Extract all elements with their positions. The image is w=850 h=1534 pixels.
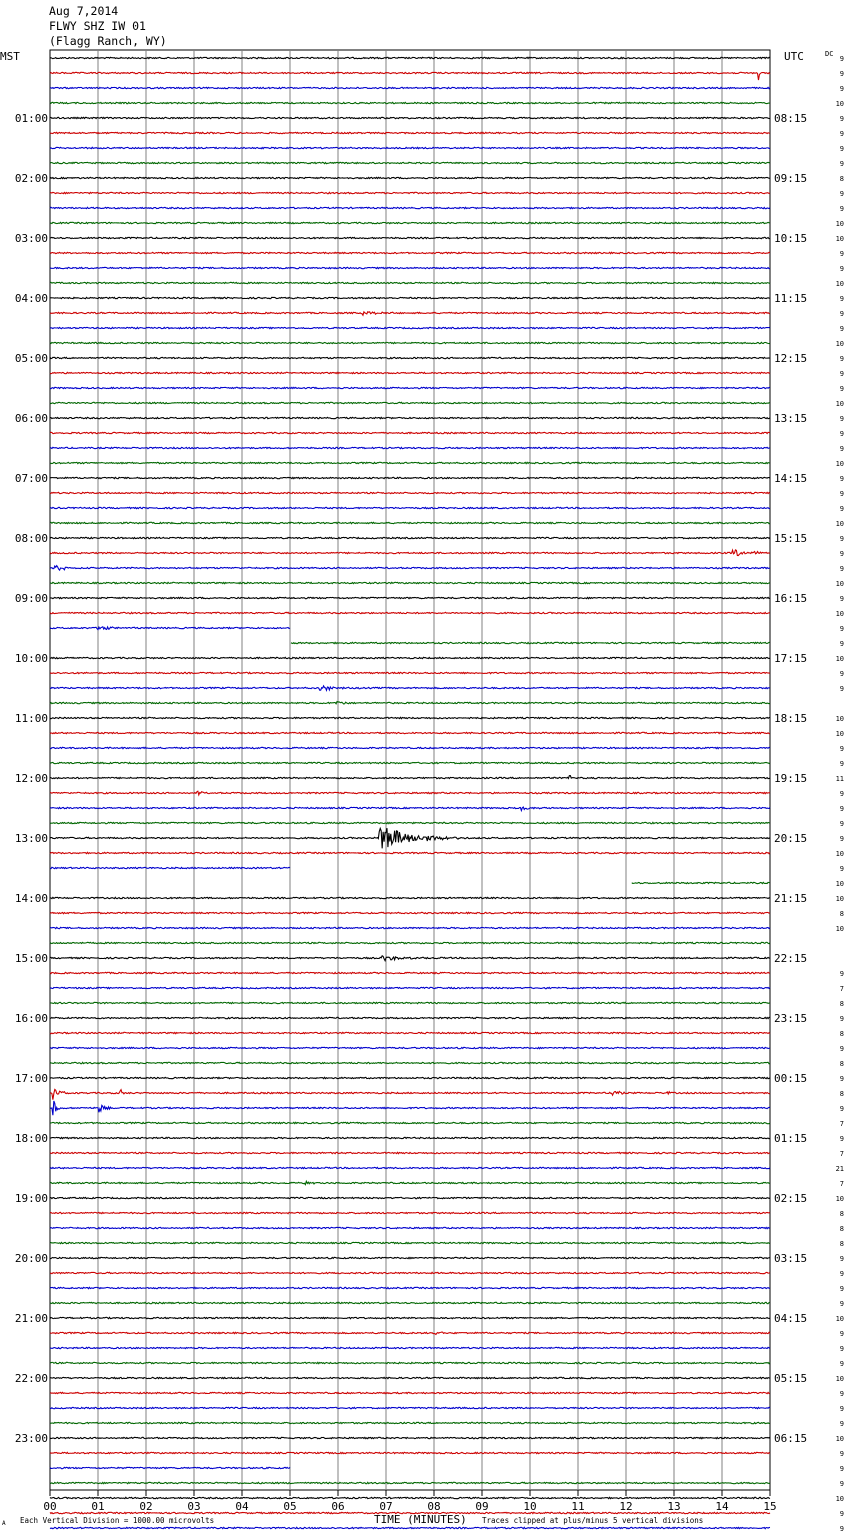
- trace-line: [50, 327, 770, 328]
- dc-offset-value: 9: [839, 970, 844, 978]
- trace-line: [50, 597, 770, 598]
- dc-offset-value: 9: [839, 820, 844, 828]
- mst-hour-label: 20:00: [14, 1252, 48, 1265]
- dc-offset-value: 9: [839, 670, 844, 678]
- trace-line: [50, 357, 770, 358]
- dc-offset-value: 8: [839, 175, 844, 183]
- utc-hour-label: 11:15: [774, 292, 808, 305]
- dc-offset-value: 9: [839, 355, 844, 363]
- dc-offset-value: 9: [839, 1285, 844, 1293]
- trace-line: [50, 867, 290, 868]
- trace-line: [50, 1167, 770, 1168]
- dc-offset-value: 9: [839, 415, 844, 423]
- dc-offset-value: 10: [835, 580, 844, 588]
- trace-line: [50, 732, 770, 733]
- dc-offset-value: 10: [835, 220, 844, 228]
- trace-line: [50, 237, 770, 238]
- trace-line: [50, 1062, 770, 1063]
- dc-offset-value: 9: [839, 535, 844, 543]
- utc-hour-label: 16:15: [774, 592, 808, 605]
- mst-hour-label: 18:00: [14, 1132, 48, 1145]
- trace-line: [50, 102, 770, 103]
- dc-offset-value: 7: [839, 1120, 844, 1128]
- trace-line: [50, 912, 770, 913]
- trace-line: [50, 747, 770, 748]
- utc-hour-label: 17:15: [774, 652, 808, 665]
- trace-line: [50, 462, 770, 463]
- dc-offset-value: 8: [839, 1210, 844, 1218]
- dc-offset-value: 9: [839, 190, 844, 198]
- trace-line: [50, 372, 770, 373]
- mst-zone-label: MST: [0, 50, 20, 63]
- x-tick-label: 10: [523, 1500, 537, 1513]
- trace-line: [50, 852, 770, 853]
- station-label: FLWY SHZ IW 01: [49, 19, 146, 33]
- trace-line: [50, 1317, 770, 1318]
- utc-hour-label: 06:15: [774, 1432, 808, 1445]
- x-tick-label: 06: [331, 1500, 345, 1513]
- trace-line: [50, 657, 770, 658]
- trace-line: [50, 417, 770, 418]
- trace-line: [50, 1101, 770, 1115]
- dc-offset-value: 9: [839, 160, 844, 168]
- trace-line: [50, 828, 770, 848]
- utc-hour-label: 12:15: [774, 352, 808, 365]
- mst-hour-label: 01:00: [14, 112, 48, 125]
- mst-hour-label: 06:00: [14, 412, 48, 425]
- x-tick-label: 11: [571, 1500, 585, 1513]
- dc-offset-value: 10: [835, 895, 844, 903]
- trace-line: [50, 1482, 770, 1483]
- mst-hour-label: 12:00: [14, 772, 48, 785]
- trace-line: [50, 267, 770, 268]
- dc-offset-value: 9: [839, 1255, 844, 1263]
- dc-offset-value: 8: [839, 1000, 844, 1008]
- trace-line: [50, 117, 770, 118]
- trace-line: [50, 177, 770, 178]
- mst-hour-label: 11:00: [14, 712, 48, 725]
- dc-offset-value: 10: [835, 715, 844, 723]
- trace-line: [50, 447, 770, 448]
- trace-line: [50, 57, 770, 58]
- trace-line: [50, 222, 770, 223]
- dc-offset-value: 9: [839, 1525, 844, 1533]
- trace-line: [50, 822, 770, 823]
- mst-hour-label: 14:00: [14, 892, 48, 905]
- utc-hour-label: 04:15: [774, 1312, 808, 1325]
- dc-offset-value: 9: [839, 1360, 844, 1368]
- trace-line: [50, 987, 770, 988]
- dc-offset-value: 10: [835, 280, 844, 288]
- dc-offset-value: 9: [839, 490, 844, 498]
- dc-offset-value: 11: [835, 775, 844, 783]
- utc-hour-label: 14:15: [774, 472, 808, 485]
- utc-hour-label: 08:15: [774, 112, 808, 125]
- trace-line: [50, 72, 770, 80]
- dc-offset-value: 9: [839, 550, 844, 558]
- mst-hour-label: 03:00: [14, 232, 48, 245]
- location-label: (Flagg Ranch, WY): [49, 34, 167, 48]
- trace-line: [50, 492, 770, 493]
- trace-line: [50, 1032, 770, 1033]
- trace-line: [50, 252, 770, 253]
- dc-offset-value: 9: [839, 790, 844, 798]
- dc-offset-value: 10: [835, 850, 844, 858]
- dc-offset-value: 10: [835, 1195, 844, 1203]
- x-tick-label: 05: [283, 1500, 297, 1513]
- trace-line: [50, 1181, 770, 1184]
- scale-note: Each Vertical Division = 1000.00 microvolts: [20, 1516, 215, 1525]
- corner-mark: A: [2, 1520, 6, 1527]
- dc-offset-value: 21: [835, 1165, 844, 1173]
- dc-offset-value: 9: [839, 1015, 844, 1023]
- trace-line: [632, 882, 770, 883]
- utc-hour-label: 18:15: [774, 712, 808, 725]
- dc-offset-value: 10: [835, 1375, 844, 1383]
- trace-line: [50, 1332, 770, 1334]
- dc-offset-value: 9: [839, 1465, 844, 1473]
- dc-offset-value: 9: [839, 145, 844, 153]
- trace-line: [50, 627, 290, 630]
- trace-line: [50, 1527, 770, 1528]
- mst-hour-label: 17:00: [14, 1072, 48, 1085]
- trace-line: [50, 1257, 770, 1258]
- utc-hour-label: 23:15: [774, 1012, 808, 1025]
- utc-hour-label: 01:15: [774, 1132, 808, 1145]
- trace-group: [50, 55, 844, 1534]
- x-tick-label: 14: [715, 1500, 729, 1513]
- trace-line: [50, 1122, 770, 1123]
- trace-line: [50, 686, 770, 690]
- dc-header-label: DC: [825, 50, 834, 58]
- trace-line: [50, 432, 770, 433]
- dc-offset-value: 7: [839, 1150, 844, 1158]
- utc-hour-label: 13:15: [774, 412, 808, 425]
- trace-line: [50, 132, 770, 133]
- trace-line: [50, 702, 770, 704]
- trace-line: [50, 1467, 290, 1468]
- mst-hour-label: 22:00: [14, 1372, 48, 1385]
- dc-offset-value: 10: [835, 520, 844, 528]
- mst-hour-label: 16:00: [14, 1012, 48, 1025]
- mst-hour-label: 15:00: [14, 952, 48, 965]
- x-tick-label: 09: [475, 1500, 489, 1513]
- trace-line: [50, 477, 770, 478]
- dc-offset-value: 9: [839, 835, 844, 843]
- dc-offset-value: 10: [835, 400, 844, 408]
- dc-offset-value: 9: [839, 70, 844, 78]
- dc-offset-value: 9: [839, 640, 844, 648]
- trace-line: [50, 1437, 770, 1438]
- dc-offset-value: 9: [839, 1390, 844, 1398]
- trace-line: [50, 791, 770, 795]
- dc-offset-value: 9: [839, 1270, 844, 1278]
- trace-line: [50, 1497, 770, 1498]
- trace-line: [50, 312, 770, 316]
- dc-offset-value: 9: [839, 760, 844, 768]
- trace-line: [50, 582, 770, 583]
- utc-hour-label: 02:15: [774, 1192, 808, 1205]
- trace-line: [50, 192, 770, 193]
- x-tick-label: 01: [91, 1500, 105, 1513]
- dc-offset-value: 10: [835, 235, 844, 243]
- trace-line: [50, 1197, 770, 1198]
- dc-offset-value: 10: [835, 655, 844, 663]
- x-tick-label: 12: [619, 1500, 633, 1513]
- utc-hour-label: 10:15: [774, 232, 808, 245]
- dc-offset-value: 9: [839, 250, 844, 258]
- x-tick-label: 07: [379, 1500, 393, 1513]
- trace-line: [50, 297, 770, 298]
- dc-offset-value: 10: [835, 100, 844, 108]
- dc-offset-value: 9: [839, 475, 844, 483]
- dc-offset-value: 9: [839, 625, 844, 633]
- trace-line: [50, 522, 770, 523]
- dc-offset-value: 9: [839, 1135, 844, 1143]
- trace-line: [50, 1077, 770, 1078]
- dc-offset-value: 8: [839, 1240, 844, 1248]
- dc-offset-value: 9: [839, 1045, 844, 1053]
- date-label: Aug 7,2014: [49, 4, 119, 18]
- utc-hour-label: 03:15: [774, 1252, 808, 1265]
- mst-hour-label: 21:00: [14, 1312, 48, 1325]
- trace-line: [50, 762, 770, 763]
- dc-offset-value: 9: [839, 1405, 844, 1413]
- dc-offset-value: 9: [839, 370, 844, 378]
- dc-offset-value: 7: [839, 1180, 844, 1188]
- utc-hour-label: 09:15: [774, 172, 808, 185]
- trace-line: [50, 537, 770, 538]
- dc-offset-value: 8: [839, 1060, 844, 1068]
- trace-line: [50, 1212, 770, 1213]
- dc-offset-value: 9: [839, 115, 844, 123]
- trace-line: [50, 342, 770, 343]
- mst-hour-label: 19:00: [14, 1192, 48, 1205]
- dc-offset-value: 9: [839, 745, 844, 753]
- dc-offset-value: 9: [839, 430, 844, 438]
- dc-offset-value: 10: [835, 925, 844, 933]
- dc-offset-value: 10: [835, 880, 844, 888]
- trace-line: [50, 1047, 770, 1048]
- trace-line: [50, 776, 770, 779]
- trace-line: [50, 507, 770, 508]
- trace-line: [50, 387, 770, 388]
- dc-offset-value: 9: [839, 265, 844, 273]
- dc-offset-value: 9: [839, 130, 844, 138]
- trace-line: [50, 1452, 770, 1453]
- trace-line: [50, 1227, 770, 1228]
- trace-line: [50, 672, 770, 673]
- utc-hour-label: 21:15: [774, 892, 808, 905]
- trace-line: [50, 282, 770, 283]
- dc-offset-value: 8: [839, 1225, 844, 1233]
- trace-line: [50, 1137, 770, 1138]
- trace-line: [50, 942, 770, 943]
- dc-offset-value: 10: [835, 730, 844, 738]
- mst-hour-label: 02:00: [14, 172, 48, 185]
- dc-offset-value: 9: [839, 1480, 844, 1488]
- dc-offset-value: 9: [839, 1330, 844, 1338]
- trace-line: [50, 1407, 770, 1408]
- dc-offset-value: 10: [835, 460, 844, 468]
- x-tick-label: 13: [667, 1500, 681, 1513]
- dc-offset-value: 9: [839, 685, 844, 693]
- x-tick-label: 03: [187, 1500, 201, 1513]
- dc-offset-value: 10: [835, 610, 844, 618]
- mst-hour-label: 23:00: [14, 1432, 48, 1445]
- trace-line: [50, 717, 770, 718]
- trace-line: [50, 147, 770, 148]
- trace-line: [50, 612, 770, 613]
- trace-line: [50, 1362, 770, 1363]
- dc-offset-value: 9: [839, 85, 844, 93]
- trace-line: [50, 807, 770, 810]
- dc-offset-value: 9: [839, 205, 844, 213]
- x-tick-label: 02: [139, 1500, 153, 1513]
- dc-offset-value: 9: [839, 310, 844, 318]
- trace-line: [50, 1272, 770, 1273]
- dc-offset-value: 9: [839, 1345, 844, 1353]
- dc-offset-value: 9: [839, 295, 844, 303]
- x-tick-label: 08: [427, 1500, 441, 1513]
- utc-hour-label: 22:15: [774, 952, 808, 965]
- dc-offset-value: 9: [839, 325, 844, 333]
- dc-offset-value: 10: [835, 1495, 844, 1503]
- dc-offset-value: 10: [835, 1435, 844, 1443]
- dc-offset-value: 9: [839, 55, 844, 63]
- dc-offset-value: 9: [839, 1450, 844, 1458]
- mst-hour-label: 08:00: [14, 532, 48, 545]
- trace-line: [50, 87, 770, 88]
- dc-offset-value: 9: [839, 1420, 844, 1428]
- dc-offset-value: 9: [839, 1075, 844, 1083]
- trace-line: [50, 566, 770, 570]
- utc-hour-label: 00:15: [774, 1072, 808, 1085]
- trace-line: [50, 207, 770, 208]
- trace-line: [50, 1347, 770, 1348]
- utc-hour-label: 15:15: [774, 532, 808, 545]
- dc-offset-value: 9: [839, 1300, 844, 1308]
- dc-offset-value: 9: [839, 385, 844, 393]
- dc-offset-value: 9: [839, 505, 844, 513]
- utc-hour-label: 05:15: [774, 1372, 808, 1385]
- trace-line: [50, 1017, 770, 1018]
- mst-hour-label: 07:00: [14, 472, 48, 485]
- dc-offset-value: 9: [839, 1510, 844, 1518]
- x-axis-title: TIME (MINUTES): [374, 1513, 467, 1526]
- trace-line: [50, 1002, 770, 1003]
- trace-line: [50, 1152, 770, 1153]
- trace-line: [50, 956, 770, 961]
- x-tick-label: 00: [43, 1500, 57, 1513]
- trace-line: [50, 1302, 770, 1303]
- dc-offset-value: 8: [839, 910, 844, 918]
- x-tick-label: 15: [763, 1500, 777, 1513]
- trace-line: [50, 1392, 770, 1393]
- trace-line: [50, 1089, 770, 1099]
- dc-offset-value: 10: [835, 340, 844, 348]
- mst-hour-label: 09:00: [14, 592, 48, 605]
- trace-line: [50, 1242, 770, 1243]
- dc-offset-value: 9: [839, 865, 844, 873]
- dc-offset-value: 9: [839, 1105, 844, 1113]
- utc-hour-label: 20:15: [774, 832, 808, 845]
- mst-hour-label: 05:00: [14, 352, 48, 365]
- dc-offset-value: 8: [839, 1030, 844, 1038]
- dc-offset-value: 9: [839, 595, 844, 603]
- trace-line: [50, 897, 770, 898]
- mst-hour-label: 04:00: [14, 292, 48, 305]
- dc-offset-value: 8: [839, 1090, 844, 1098]
- dc-offset-value: 9: [839, 565, 844, 573]
- trace-line: [50, 1287, 770, 1288]
- trace-line: [50, 402, 770, 403]
- x-tick-label: 04: [235, 1500, 249, 1513]
- dc-offset-value: 9: [839, 445, 844, 453]
- utc-hour-label: 19:15: [774, 772, 808, 785]
- trace-line: [50, 927, 770, 928]
- trace-line: [50, 1377, 770, 1378]
- trace-line: [50, 550, 770, 556]
- dc-offset-value: 9: [839, 805, 844, 813]
- clip-note: Traces clipped at plus/minus 5 vertical divisions: [482, 1516, 704, 1525]
- dc-offset-value: 10: [835, 1315, 844, 1323]
- utc-zone-label: UTC: [784, 50, 804, 63]
- dc-offset-value: 7: [839, 985, 844, 993]
- x-axis-ticks: [43, 1490, 776, 1513]
- trace-line: [50, 162, 770, 163]
- trace-line: [50, 972, 770, 973]
- trace-line: [50, 1422, 770, 1423]
- mst-hour-label: 13:00: [14, 832, 48, 845]
- mst-hour-label: 10:00: [14, 652, 48, 665]
